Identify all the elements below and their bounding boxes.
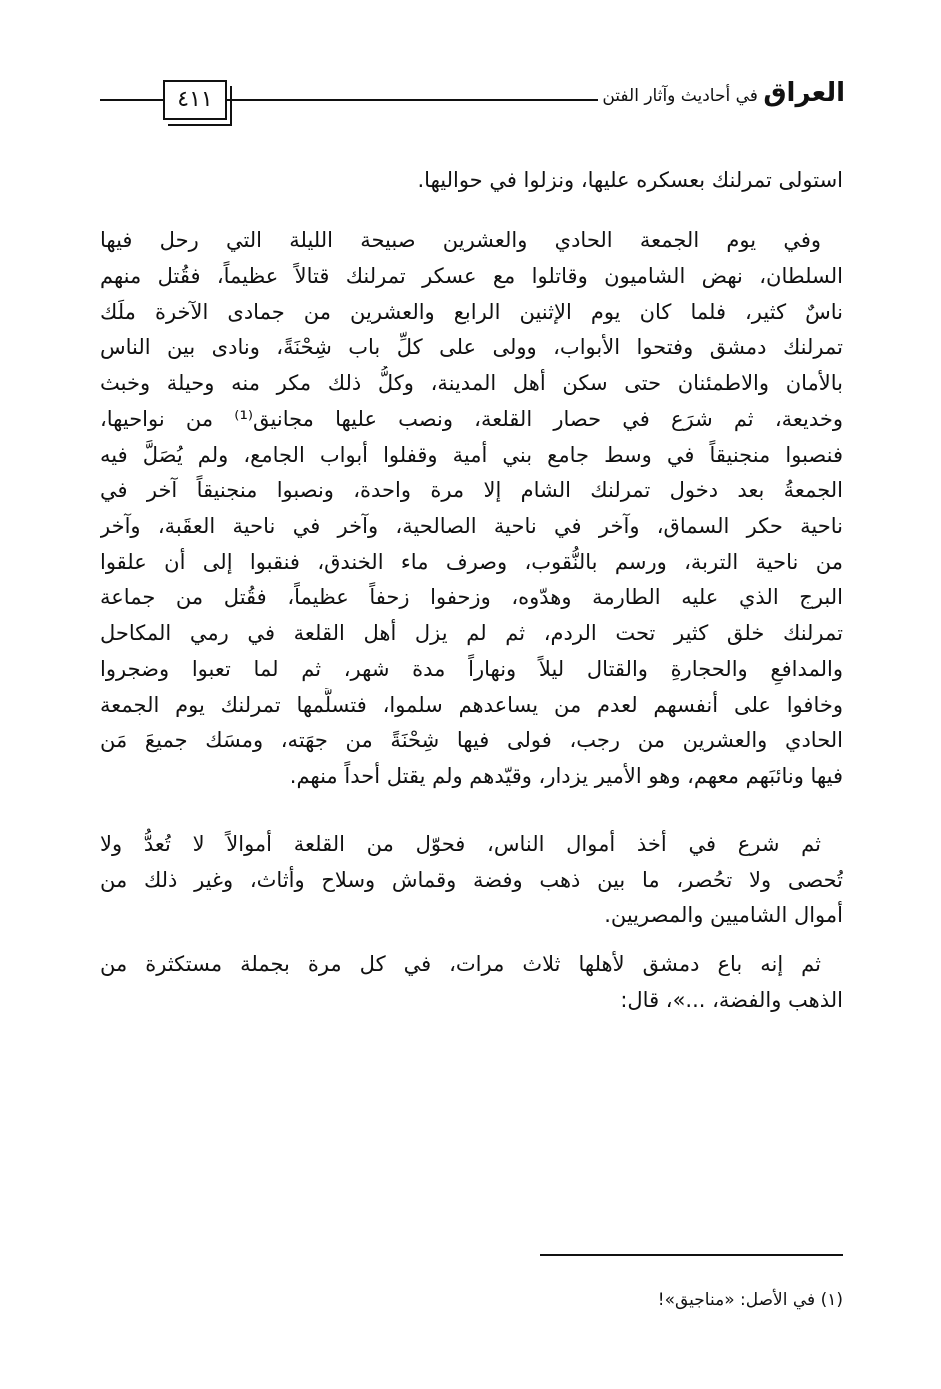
text-line: السلطان، نهض الشاميون وقاتلوا مع عسكر تمرلنك قتالاً عظيماً، فقُتل منهم: [100, 264, 843, 288]
text-line: تمرلنك خلق كثير تحت الردم، ثم لم يزل أهل القلعة في رمي المكاحل: [100, 621, 843, 645]
header-rule-left: [100, 99, 165, 101]
page-number: ٤١١: [163, 80, 227, 120]
text-line: البرج الذي عليه الطارمة وهدّوه، وزحفوا زحفاً عظيماً، فقُتل من جماعة: [100, 585, 843, 609]
text-line: تمرلنك دمشق وفتحوا الأبواب، وولى على كلِّ باب شِحْنَةً، ونادى بين الناس: [100, 335, 843, 359]
footnote: (١) في الأصل: «مناجيق»!: [657, 1290, 843, 1310]
text-line: فنصبوا منجنيقاً في وسط جامع بني أمية وقفلوا أبواب الجامع، ولم يُصَلَّ فيه: [100, 443, 843, 467]
text-line: الجمعةُ بعد دخول تمرلنك الشام إلا مرة واحدة، ونصبوا منجنيقاً آخر في: [100, 478, 843, 502]
running-title-main: العراق: [763, 78, 845, 108]
text-line: من ناحية التربة، ورسم بالنُّقوب، وصرف ماء الخندق، فنقبوا إلى أن علقوا: [100, 550, 843, 574]
text-line: الحادي والعشرين من رجب، فولى فيها شِحْنَةً من جهَته، ومسَك جميعَ مَن: [100, 728, 843, 752]
text-line: ناحية حكر السماق، وآخر في ناحية الصالحية، وآخر في ناحية العقَبة، وآخر: [100, 514, 843, 538]
running-title-sub: في أحاديث وآثار الفتن: [602, 86, 758, 106]
text-line: ثم إنه باع دمشق لأهلها ثلاث مرات، في كل مرة بجملة مستكثرة من: [100, 952, 821, 976]
text-line: وخافوا على أنفسهم لعدم من يساعدهم سلموا، فتسلَّمها تمرلنك يوم الجمعة: [100, 693, 843, 717]
text-line: وفي يوم الجمعة الحادي والعشرين صبيحة الليلة التي رحل فيها: [100, 228, 821, 252]
text-line: والمدافعِ والحجارةِ والقتال ليلاً ونهاراً مدة شهر، ثم لما تعبوا وضجروا: [100, 657, 843, 681]
footnote-rule: [540, 1254, 843, 1256]
text-line: ناسٌ كثير، فلما كان يوم الإثنين الرابع والعشرين من جمادى الآخرة ملَك: [100, 300, 843, 324]
text-line: فيها ونائبَهم معهم، وهو الأمير يزدار، وقيّدهم ولم يقتل أحداً منهم.: [289, 764, 843, 788]
text-line: تُحصى ولا تحُصر، ما بين ذهب وفضة وقماش وسلاح وأثاث، وغير ذلك من: [100, 868, 843, 892]
text-line: أموال الشاميين والمصريين.: [604, 903, 843, 927]
text-line: ثم شرع في أخذ أموال الناس، فحوّل من القلعة أموالاً لا تُعدُّ ولا: [100, 832, 821, 856]
text-line: وخديعة، ثم شرَع في حصار القلعة، ونصب عليها مجانيق⁽¹⁾ من نواحيها،: [100, 407, 843, 431]
text-line: بالأمان والاطمئنان حتى سكن أهل المدينة، وكلُّ ذلك مكر منه وحيلة وخبث: [100, 371, 843, 395]
text-line: الذهب والفضة، ...»، قال:: [620, 988, 843, 1012]
running-title: [598, 78, 845, 111]
text-line: استولى تمرلنك بعسكره عليها، ونزلوا في حواليها.: [417, 168, 843, 192]
